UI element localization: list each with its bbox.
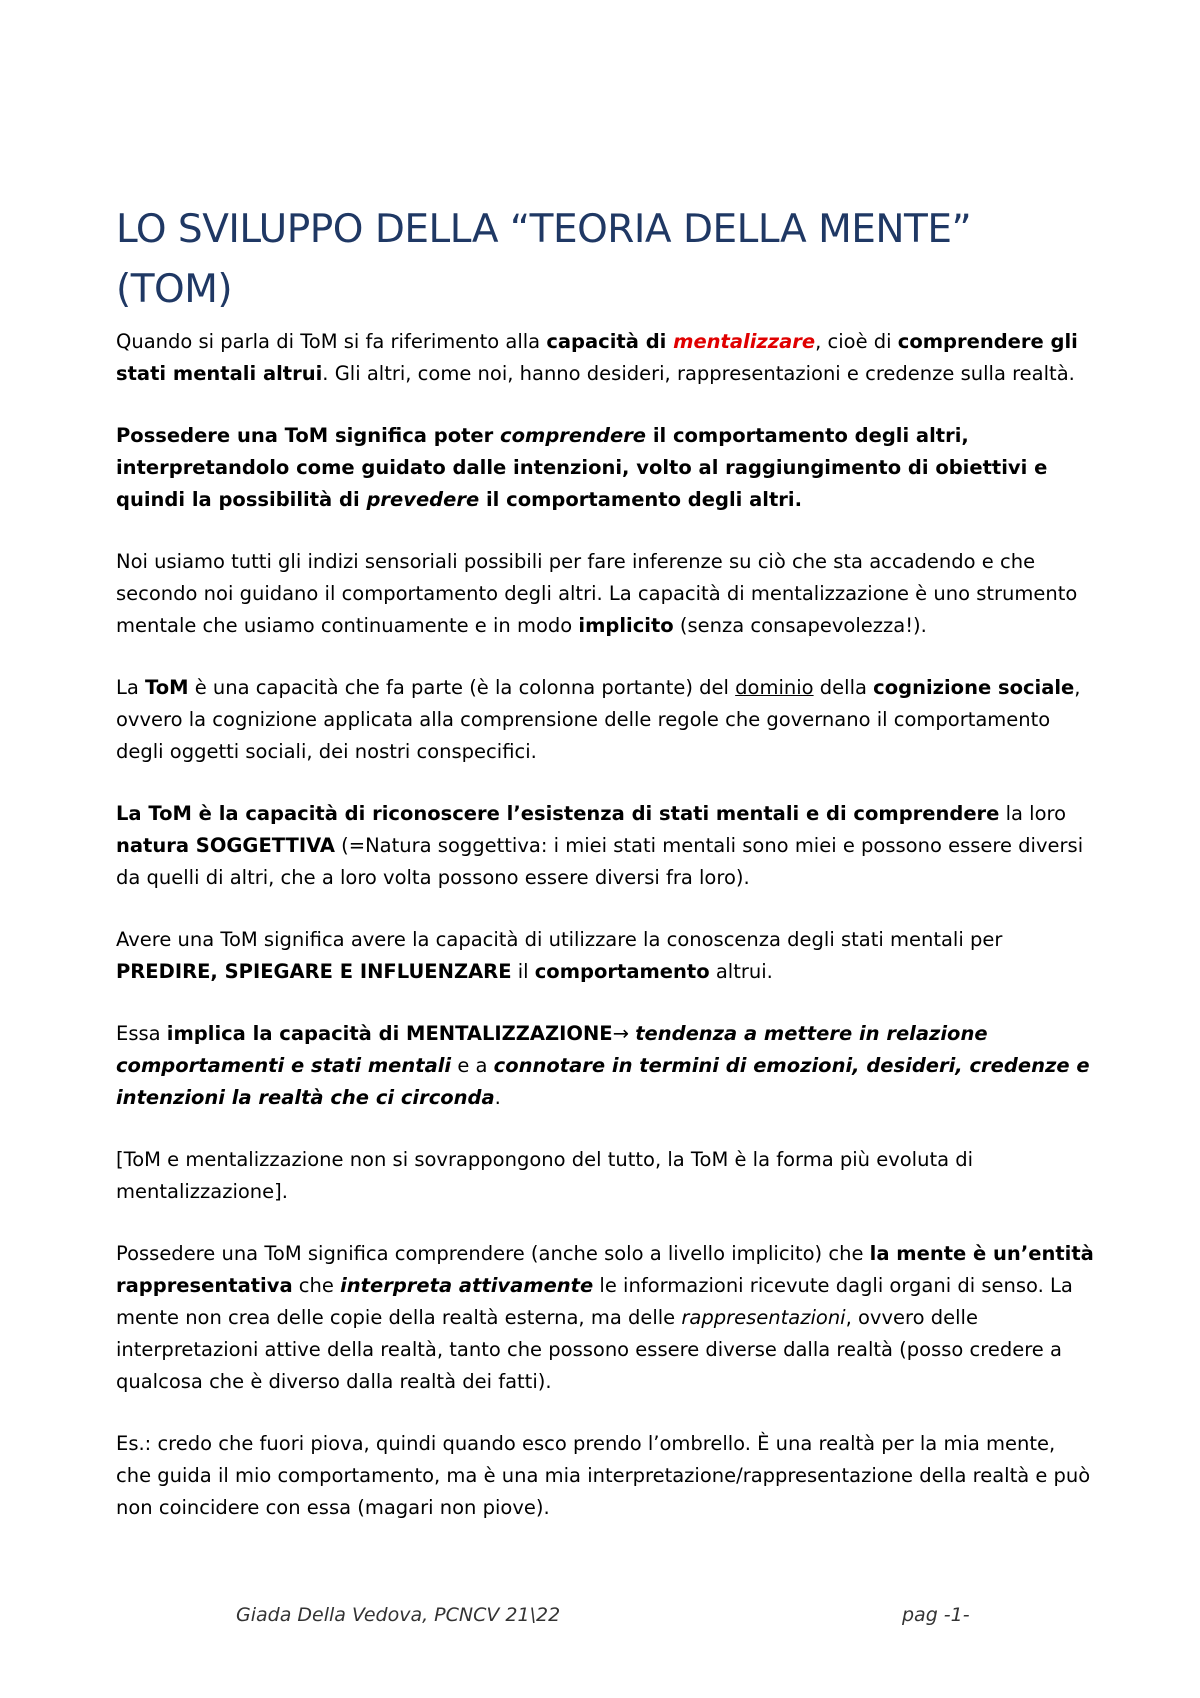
text-run: capacità di	[546, 330, 674, 353]
text-run: prevedere	[366, 488, 480, 511]
paragraph	[116, 326, 1096, 390]
paragraph	[116, 1018, 1096, 1114]
text-run: natura SOGGETTIVA	[116, 834, 335, 857]
paragraph	[116, 546, 1096, 642]
text-run: il	[511, 960, 535, 983]
text-run: implica la capacità di MENTALIZZAZIONE	[166, 1022, 613, 1045]
document-body	[116, 326, 1096, 1554]
text-run: interpreta attivamente	[340, 1274, 594, 1297]
text-run: (=Natura soggettiva: i miei stati mentali sono miei e possono essere diversi da quelli di altri, che a loro volta possono essere diversi fra loro).	[116, 834, 1084, 889]
paragraph	[116, 798, 1096, 894]
text-run: comprendere gli stati mentali altrui	[116, 330, 1078, 385]
text-run: PREDIRE, SPIEGARE E INFLUENZARE	[116, 960, 512, 983]
text-run: Es.: credo che fuori piova, quindi quando esco prendo l’ombrello. È una realtà per la mia mente, che guida il mio comportamento, ma è una mia interpretazione/rappresentazione della realtà e può non coincidere con essa (magari non piove).	[116, 1432, 1091, 1519]
text-run: .	[494, 1086, 501, 1109]
text-run: rappresentazioni	[681, 1306, 846, 1329]
text-run: Noi usiamo tutti gli indizi sensoriali possibili per fare inferenze su ciò che sta accadendo e che secondo noi guidano il comportamento degli altri. La capacità di mentalizzazione è uno strumento mentale che usiamo continuamente e in modo	[116, 550, 1078, 637]
text-run: (senza consapevolezza!).	[673, 614, 927, 637]
text-run: Possedere una ToM significa poter	[116, 424, 501, 447]
text-run: altrui.	[709, 960, 773, 983]
text-run: La	[116, 676, 146, 699]
text-run: è una capacità che fa parte (è la colonna portante) del	[188, 676, 736, 699]
text-run: →	[612, 1022, 636, 1045]
text-run: connotare in termini di emozioni, desideri, credenze e intenzioni la realtà che ci circonda	[116, 1054, 1090, 1109]
footer-page-number: pag -1-	[902, 1604, 970, 1626]
text-run: implicito	[578, 614, 674, 637]
text-run: cognizione sociale	[873, 676, 1075, 699]
text-run: comprendere	[500, 424, 647, 447]
text-run: tendenza a mettere in relazione comportamenti e stati mentali	[116, 1022, 988, 1077]
text-run: e a	[451, 1054, 494, 1077]
text-run: ToM	[145, 676, 189, 699]
text-run: Essa	[116, 1022, 167, 1045]
text-run: la loro	[999, 802, 1067, 825]
text-run: il comportamento degli altri, interpretandolo come guidato dalle intenzioni, volto al raggiungimento di obiettivi e quindi la possibilità di	[116, 424, 1048, 511]
text-run: le informazioni ricevute dagli organi di senso. La mente non crea delle copie della realtà esterna, ma delle	[116, 1274, 1073, 1329]
text-run: [ToM e mentalizzazione non si sovrappongono del tutto, la ToM è la forma più evoluta di mentalizzazione].	[116, 1148, 974, 1203]
text-run: comportamento	[534, 960, 710, 983]
text-run: dominio	[735, 676, 814, 699]
paragraph	[116, 924, 1096, 988]
text-run: mentalizzare	[673, 330, 816, 353]
text-run: Possedere una ToM significa comprendere (anche solo a livello implicito) che	[116, 1242, 870, 1265]
paragraph	[116, 672, 1096, 768]
text-run: Avere una ToM significa avere la capacità di utilizzare la conoscenza degli stati mentali per	[116, 928, 1003, 951]
paragraph	[116, 1238, 1096, 1398]
text-run: . Gli altri, come noi, hanno desideri, rappresentazioni e credenze sulla realtà.	[322, 362, 1075, 385]
footer-author: Giada Della Vedova, PCNCV 21\22	[236, 1604, 561, 1626]
text-run: , ovvero delle interpretazioni attive della realtà, tanto che possono essere diverse dalla realtà (posso credere a qualcosa che è diverso dalla realtà dei fatti).	[116, 1306, 1062, 1393]
paragraph	[116, 1144, 1096, 1208]
text-run: , cioè di	[815, 330, 898, 353]
text-run: il comportamento degli altri.	[479, 488, 802, 511]
paragraph	[116, 1428, 1096, 1524]
text-run: della	[813, 676, 874, 699]
text-run: che	[292, 1274, 341, 1297]
paragraph	[116, 420, 1096, 516]
text-run: Quando si parla di ToM si fa riferimento alla	[116, 330, 547, 353]
text-run: la mente è un’entità rappresentativa	[116, 1242, 1094, 1297]
document-title: LO SVILUPPO DELLA “TEORIA DELLA MENTE” (TOM)	[116, 207, 972, 312]
text-run: La ToM è la capacità di riconoscere l’esistenza di stati mentali e di comprendere	[116, 802, 1000, 825]
text-run: , ovvero la cognizione applicata alla comprensione delle regole che governano il comportamento degli oggetti sociali, dei nostri conspecifici.	[116, 676, 1081, 763]
